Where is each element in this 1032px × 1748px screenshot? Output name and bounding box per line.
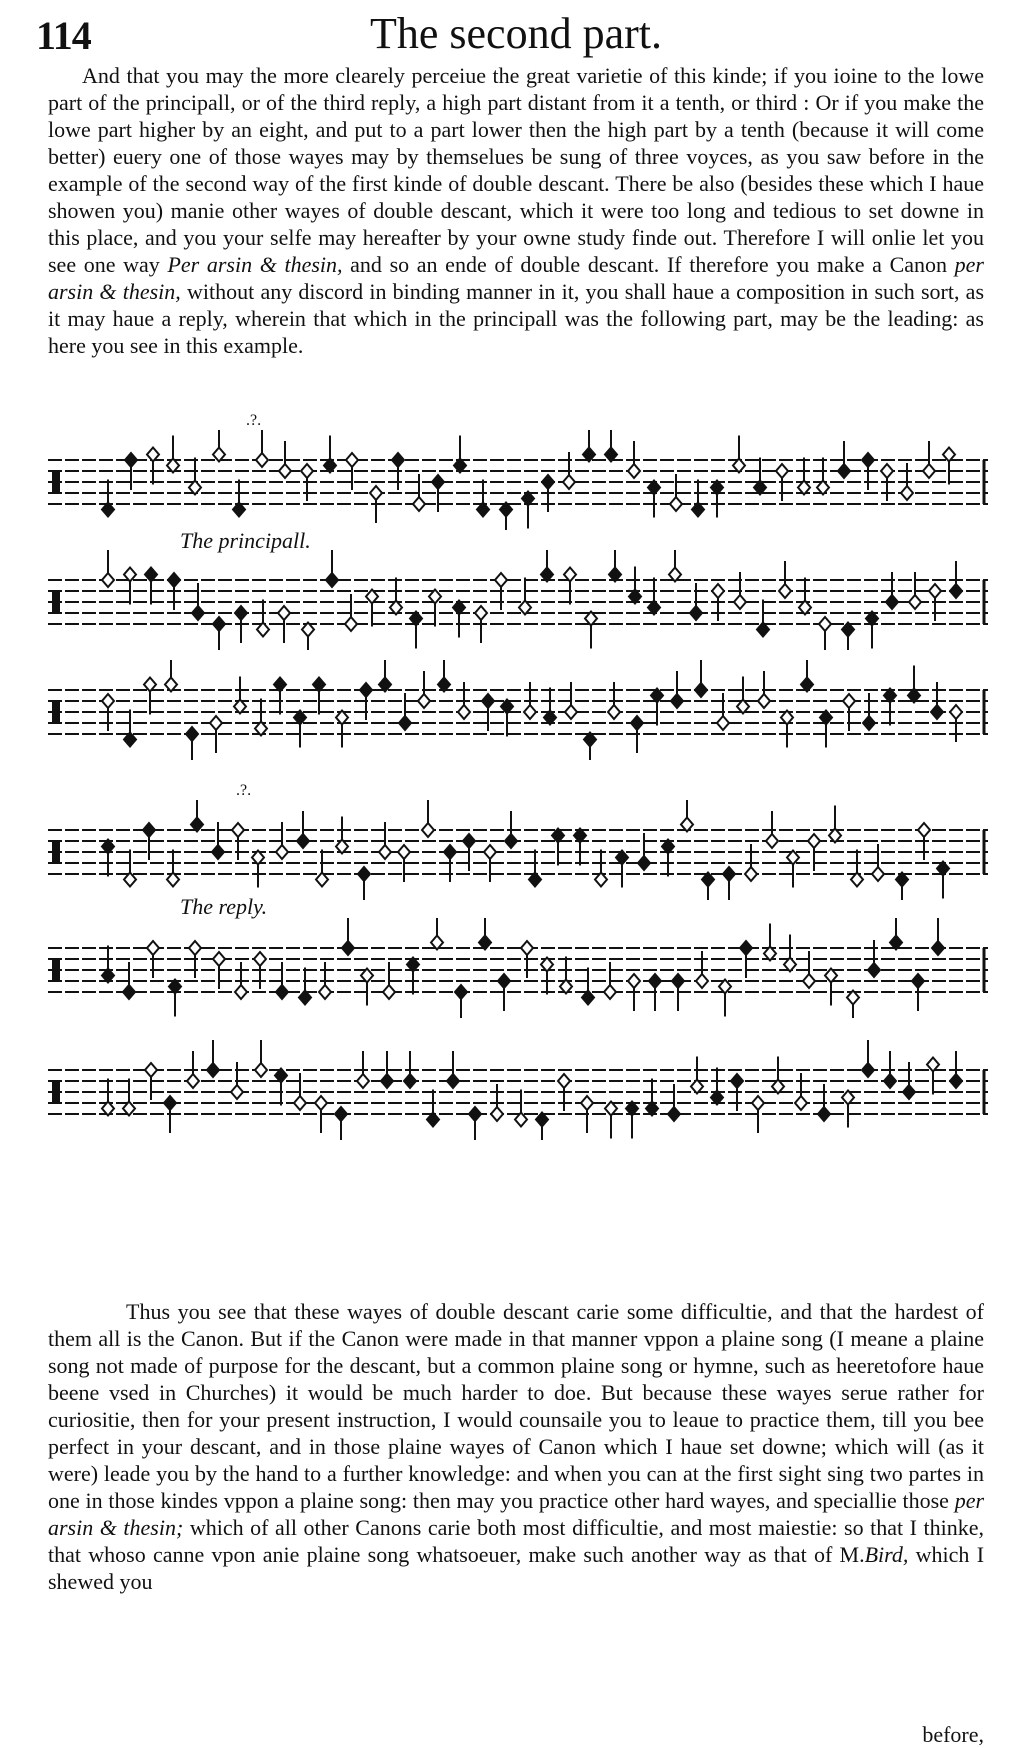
text-run: without any discord in binding manner in it, you shall haue a composition in such sort, as it may haue a reply, wherein that which in the principall was the following part, may be the leading: as here you see in this example.: [48, 279, 985, 358]
note-head: [358, 867, 370, 881]
note-head: [469, 1107, 481, 1121]
text-run: which of all other Canons carie both most difficultie, and most maiestie: so that I thinke, that whoso canne vpon anie plaine song whatsoeuer, make such another way as that of M.: [48, 1515, 985, 1567]
note-head: [808, 834, 820, 848]
note-head: [422, 823, 434, 837]
note-head: [255, 1063, 267, 1077]
note-head: [950, 705, 962, 719]
note-head: [712, 584, 724, 598]
note-head: [671, 694, 683, 708]
note-head: [803, 974, 815, 988]
note-head: [903, 1085, 915, 1099]
note-head: [758, 694, 770, 708]
note-head: [690, 606, 702, 620]
note-head: [695, 683, 707, 697]
paragraph-intro: [48, 62, 984, 359]
note-head: [745, 867, 757, 881]
note-head: [565, 705, 577, 719]
note-head: [256, 453, 268, 467]
note-head: [276, 845, 288, 859]
note-head: [909, 595, 921, 609]
note-head: [404, 1074, 416, 1088]
note-head: [145, 1063, 157, 1077]
note-head: [672, 974, 684, 988]
note-head: [868, 963, 880, 977]
text-run: which I shewed you: [48, 1542, 985, 1594]
note-head: [881, 464, 893, 478]
note-head: [360, 683, 372, 697]
note-head: [297, 834, 309, 848]
note-head: [315, 1096, 327, 1110]
note-head: [294, 1096, 306, 1110]
note-head: [235, 606, 247, 620]
italic-run: Per arsin & thesin,: [167, 252, 343, 277]
italic-run: Bird,: [864, 1542, 909, 1567]
staff-principal-1: [48, 430, 988, 530]
note-head: [186, 727, 198, 741]
note-head: [342, 941, 354, 955]
note-head: [345, 617, 357, 631]
note-head: [232, 823, 244, 837]
note-head: [210, 716, 222, 730]
note-head: [740, 941, 752, 955]
note-head: [628, 464, 640, 478]
note-head: [482, 694, 494, 708]
note-head: [455, 985, 467, 999]
note-head: [447, 1074, 459, 1088]
note-head: [207, 1063, 219, 1077]
note-head: [628, 974, 640, 988]
note-head: [558, 1074, 570, 1088]
note-head: [886, 595, 898, 609]
note-head: [563, 475, 575, 489]
staff-reply-1: [48, 800, 988, 900]
note-head: [254, 952, 266, 966]
note-head: [458, 705, 470, 719]
note-head: [734, 595, 746, 609]
note-head: [779, 584, 791, 598]
note-head: [279, 464, 291, 478]
note-head: [752, 1096, 764, 1110]
staff-principal-3: [48, 660, 988, 760]
note-head: [843, 694, 855, 708]
label-principal: The principall.: [180, 528, 311, 553]
note-head: [276, 985, 288, 999]
note-head: [357, 1074, 369, 1088]
clef-mark: [52, 701, 60, 723]
note-head: [125, 453, 137, 467]
note-head: [819, 617, 831, 631]
note-head: [383, 985, 395, 999]
mark-reply: .?.: [236, 782, 252, 799]
page-header: [36, 8, 996, 58]
note-head: [631, 716, 643, 730]
italic-run: per arsin & thesin;: [48, 1488, 985, 1540]
note-head: [335, 1107, 347, 1121]
note-head: [123, 985, 135, 999]
note-head: [370, 486, 382, 500]
note-head: [432, 475, 444, 489]
note-head: [192, 606, 204, 620]
running-title: The second part.: [370, 9, 662, 58]
catchword: before,: [922, 1722, 984, 1747]
note-head: [379, 845, 391, 859]
note-head: [235, 985, 247, 999]
text-run: And that you may the more clearely perceiue the great varietie of this kinde; if you ioine to the lowe part of the principall, or of the third reply, a high part distant from it a tenth, or third : Or if you make the lowe part higher by an eight, and put to a part lower then the high part by a tenth (because it will come better) euery one of those wayes may by themselues be sung of three voyces, as you saw before in the example of the second way of the first kinde of double descant. There be also (besides these which I haue showen you) manie other wayes of double descant, which it were too long and tedious to set downe in this place, and you your selfe may hereafter by your owne study finde out. Therefore I will onlie let you see one way: [48, 63, 984, 277]
music-principal: [48, 412, 988, 760]
staff-reply-2: [48, 918, 988, 1018]
note-head: [608, 705, 620, 719]
clef-mark: [52, 1081, 60, 1103]
note-head: [918, 823, 930, 837]
note-head: [723, 867, 735, 881]
note-head: [231, 1085, 243, 1099]
note-head: [213, 952, 225, 966]
italic-run: per arsin & thesin,: [48, 252, 984, 304]
note-head: [668, 1107, 680, 1121]
note-head: [649, 974, 661, 988]
note-head: [696, 974, 708, 988]
note-head: [862, 453, 874, 467]
note-head: [795, 1096, 807, 1110]
note-head: [931, 705, 943, 719]
clef-mark: [52, 841, 60, 863]
note-head: [278, 606, 290, 620]
note-head: [164, 1096, 176, 1110]
text-run: Thus you see that these wayes of double descant carie some difficultie, and that the hardest of them all is the Canon. But if the Canon were made in that manner vppon a plaine song (I meane a plaine song not made of purpose for the descant, but a common plaine song or hymne, such as heeretofore haue beene vsed in Churches) it would be much harder to doe. But because these wayes serue rather for curiositie, then for your present instruction, I would counsaile you to leaue to practice them, till you bee perfect in your descant, and in those plaine wayes of Canon which I haue set downe; which will (as it were) leade you by the hand to a further knowledge: and when you can at the first sight sing two partes in one in those kindes vppon a plaine song: then may you practice other hard wayes, and speciallie those: [48, 1299, 984, 1513]
label-reply: The reply.: [180, 894, 268, 919]
note-head: [670, 497, 682, 511]
note-head: [398, 845, 410, 859]
note-head: [524, 705, 536, 719]
note-head: [392, 453, 404, 467]
note-head: [912, 974, 924, 988]
note-head: [326, 573, 338, 587]
page-number: 114: [36, 13, 91, 58]
note-head: [418, 694, 430, 708]
note-head: [319, 985, 331, 999]
text-run: and so an ende of double descant. If therefore you make a Canon: [350, 252, 948, 277]
note-head: [168, 573, 180, 587]
note-head: [542, 475, 554, 489]
note-head: [838, 464, 850, 478]
note-head: [923, 464, 935, 478]
clef-mark: [52, 959, 60, 981]
note-head: [521, 941, 533, 955]
music-reply: [48, 782, 988, 1160]
note-head: [818, 1107, 830, 1121]
note-head: [498, 974, 510, 988]
note-head: [581, 1096, 593, 1110]
note-head: [717, 716, 729, 730]
note-head: [102, 573, 114, 587]
note-head: [950, 1074, 962, 1088]
note-head: [143, 823, 155, 837]
note-head: [731, 1074, 743, 1088]
note-head: [495, 573, 507, 587]
note-head: [863, 716, 875, 730]
note-head: [929, 584, 941, 598]
note-head: [213, 617, 225, 631]
note-head: [399, 716, 411, 730]
note-head: [301, 464, 313, 478]
staff-principal-2: [48, 550, 988, 650]
note-head: [102, 694, 114, 708]
note-head: [932, 941, 944, 955]
clef-mark: [52, 591, 60, 613]
clef-mark: [52, 471, 60, 493]
note-head: [872, 867, 884, 881]
note-head: [638, 856, 650, 870]
note-head: [950, 584, 962, 598]
note-head: [604, 985, 616, 999]
note-head: [776, 464, 788, 478]
staff-reply-3: [48, 1040, 988, 1140]
note-head: [884, 1074, 896, 1088]
note-head: [766, 834, 778, 848]
note-head: [346, 453, 358, 467]
note-head: [212, 845, 224, 859]
mark-top: .?.: [246, 412, 262, 429]
note-head: [491, 1107, 503, 1121]
note-head: [381, 1074, 393, 1088]
paragraph-conclusion: [48, 1298, 984, 1595]
note-head: [147, 941, 159, 955]
note-head: [484, 845, 496, 859]
note-head: [189, 941, 201, 955]
note-head: [463, 834, 475, 848]
note-head: [187, 1074, 199, 1088]
note-head: [505, 834, 517, 848]
note-head: [862, 1063, 874, 1077]
note-head: [413, 497, 425, 511]
note-head: [444, 845, 456, 859]
note-head: [901, 486, 913, 500]
note-head: [475, 606, 487, 620]
